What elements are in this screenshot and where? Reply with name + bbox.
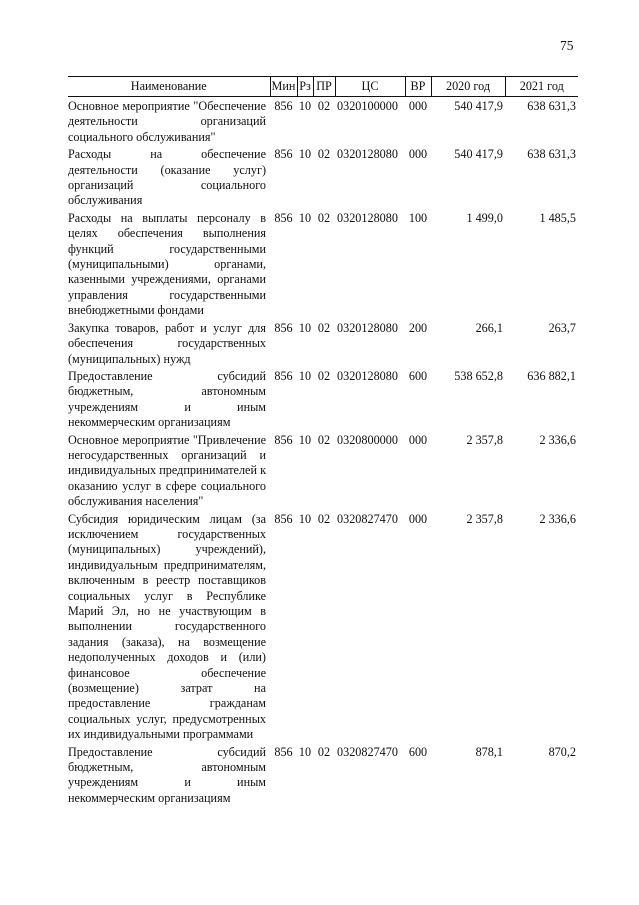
cell-name: Закупка товаров, работ и услуг для обеспечения государственных (муниципальных) нужд bbox=[68, 320, 266, 366]
cell-min: 856 bbox=[274, 511, 293, 526]
cell-name: Основное мероприятие "Обеспечение деятельности организаций социального обслуживания" bbox=[68, 99, 266, 144]
header-pr: ПР bbox=[313, 77, 335, 97]
table-row bbox=[68, 145, 578, 209]
budget-table bbox=[68, 76, 578, 806]
cell-name: Основное мероприятие "Привлечение негосударственных организаций и индивидуальных предпринимателей к оказанию услуг в сфере социального обслуживания населения" bbox=[68, 432, 266, 509]
cell-2020: 540 417,9 bbox=[454, 99, 503, 113]
table-row bbox=[68, 209, 578, 319]
cell-vr: 000 bbox=[408, 99, 428, 113]
cell-2020: 2 357,8 bbox=[466, 432, 503, 447]
cell-min: 856 bbox=[274, 210, 293, 225]
cell-vr: 100 bbox=[408, 210, 428, 225]
table-row bbox=[68, 743, 578, 807]
cell-vr: 200 bbox=[408, 320, 428, 335]
cell-vr: 000 bbox=[408, 432, 428, 447]
header-rz: Рз bbox=[297, 77, 313, 97]
cell-pr: 02 bbox=[317, 744, 331, 759]
cell-2020: 540 417,9 bbox=[454, 147, 503, 162]
table-row bbox=[68, 367, 578, 431]
cell-2020: 2 357,8 bbox=[466, 511, 503, 526]
cell-vr: 600 bbox=[408, 744, 428, 759]
cell-2020: 266,1 bbox=[475, 320, 503, 335]
cell-rz: 10 bbox=[298, 210, 312, 225]
table-row bbox=[68, 97, 578, 146]
cell-vr: 600 bbox=[408, 368, 428, 383]
cell-2021: 2 336,6 bbox=[539, 511, 576, 526]
cell-pr: 02 bbox=[317, 511, 331, 526]
cell-2021: 638 631,3 bbox=[527, 99, 576, 113]
cell-cs: 0320128080 bbox=[337, 320, 398, 335]
page-number: 75 bbox=[560, 38, 574, 53]
cell-pr: 02 bbox=[317, 147, 331, 162]
cell-name: Расходы на обеспечение деятельности (оказание услуг) организаций социального обслуживания bbox=[68, 147, 266, 208]
cell-2021: 2 336,6 bbox=[539, 432, 576, 447]
cell-rz: 10 bbox=[298, 147, 312, 162]
cell-2020: 538 652,8 bbox=[454, 368, 503, 383]
header-2020: 2020 год bbox=[431, 77, 505, 97]
cell-min: 856 bbox=[274, 320, 293, 335]
cell-2021: 636 882,1 bbox=[527, 368, 576, 383]
cell-rz: 10 bbox=[298, 511, 312, 526]
cell-name: Предоставление субсидий бюджетным, автономным учреждениям и иным некоммерческим организациям bbox=[68, 368, 266, 430]
cell-min: 856 bbox=[274, 744, 293, 759]
header-min: Мин bbox=[270, 77, 297, 97]
cell-pr: 02 bbox=[317, 368, 331, 383]
cell-vr: 000 bbox=[408, 511, 428, 526]
cell-2020: 1 499,0 bbox=[466, 210, 503, 225]
cell-name: Предоставление субсидий бюджетным, автономным учреждениям и иным некоммерческим организациям bbox=[68, 744, 266, 805]
cell-2021: 870,2 bbox=[548, 744, 576, 759]
cell-vr: 000 bbox=[408, 147, 428, 162]
cell-rz: 10 bbox=[298, 432, 312, 447]
table-row bbox=[68, 319, 578, 367]
cell-rz: 10 bbox=[298, 368, 312, 383]
table-row bbox=[68, 510, 578, 743]
table-header-row bbox=[68, 77, 578, 97]
cell-cs: 0320128080 bbox=[337, 210, 398, 225]
cell-pr: 02 bbox=[317, 210, 331, 225]
table-body bbox=[68, 97, 578, 807]
cell-rz: 10 bbox=[298, 744, 312, 759]
cell-2021: 263,7 bbox=[548, 320, 576, 335]
cell-rz: 10 bbox=[298, 320, 312, 335]
cell-pr: 02 bbox=[317, 432, 331, 447]
cell-2021: 638 631,3 bbox=[527, 147, 576, 162]
cell-pr: 02 bbox=[317, 99, 331, 113]
cell-rz: 10 bbox=[298, 99, 312, 113]
header-2021: 2021 год bbox=[505, 77, 578, 97]
cell-min: 856 bbox=[274, 432, 293, 447]
table-row bbox=[68, 431, 578, 510]
cell-cs: 0320128080 bbox=[337, 147, 398, 162]
cell-2020: 878,1 bbox=[475, 744, 503, 759]
cell-cs: 0320128080 bbox=[337, 368, 398, 383]
cell-cs: 0320800000 bbox=[337, 432, 398, 447]
header-cs: ЦС bbox=[335, 77, 405, 97]
cell-cs: 0320827470 bbox=[337, 744, 398, 759]
cell-min: 856 bbox=[274, 99, 293, 113]
header-vr: ВР bbox=[405, 77, 431, 97]
cell-2021: 1 485,5 bbox=[539, 210, 576, 225]
cell-min: 856 bbox=[274, 147, 293, 162]
header-name: Наименование bbox=[68, 77, 270, 97]
cell-min: 856 bbox=[274, 368, 293, 383]
cell-pr: 02 bbox=[317, 320, 331, 335]
cell-name: Субсидия юридическим лицам (за исключением государственных (муниципальных) учреждений), индивидуальным предпринимателям, включенным в реестр поставщиков социальных услуг в Республике Марий Эл, но не участвующим в выполнении государственного задания (заказа), на возмещение недополученных доходов и (или) финансовое обеспечение (возмещение) затрат на предоставление гражданам социальных услуг, предусмотренных их индивидуальными программами bbox=[68, 511, 266, 742]
cell-name: Расходы на выплаты персоналу в целях обеспечения выполнения функций государственными (муниципальными) органами, казенными учреждениями, органами управления государственными внебюджетными фондами bbox=[68, 210, 266, 318]
cell-cs: 0320100000 bbox=[337, 99, 398, 113]
cell-cs: 0320827470 bbox=[337, 511, 398, 526]
